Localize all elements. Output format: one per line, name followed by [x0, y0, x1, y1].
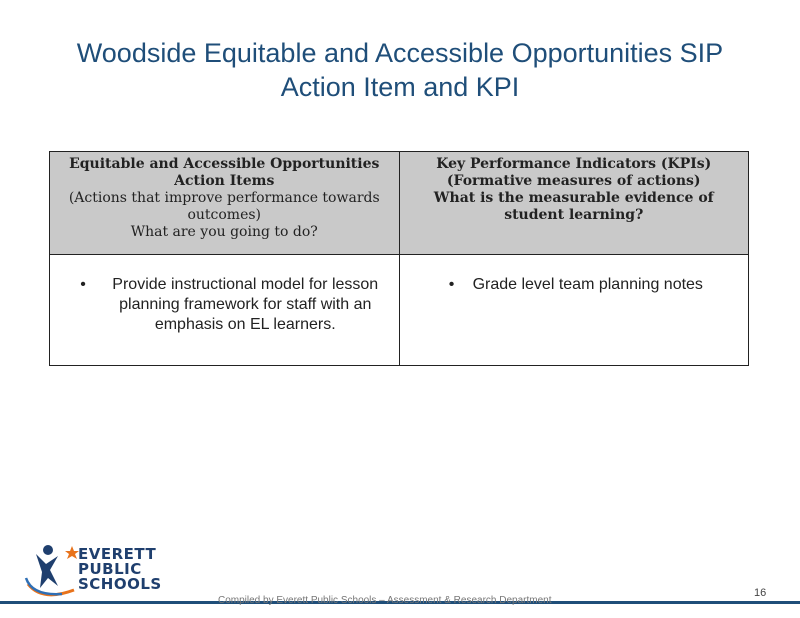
kpi-header-bold1: Key Performance Indicators (KPIs): [436, 156, 712, 172]
action-header-normal2: outcomes): [187, 207, 262, 223]
slide-title-line1: Woodside Equitable and Accessible Opportunities SIP: [76, 38, 724, 68]
action-item-cell: [50, 255, 400, 366]
footer-credit: Compiled by Everett Public Schools – Assessment & Research Department: [218, 595, 552, 606]
action-header-bold1: Equitable and Accessible Opportunities: [69, 156, 380, 172]
action-header-bold2: Action Items: [174, 173, 275, 189]
sip-table: [49, 151, 749, 366]
logo-wordmark: [78, 547, 162, 592]
slide-title-line2: Action Item and KPI: [280, 72, 520, 102]
kpi-header-bold2: (Formative measures of actions): [446, 173, 701, 189]
action-item-text: Provide instructional model for lesson planning framework for staff with an emphasis on EL learners.: [112, 276, 379, 333]
logo-line2: PUBLIC: [78, 560, 142, 578]
bullet-icon: •: [80, 276, 86, 293]
list-item: [412, 275, 737, 295]
bullet-icon: •: [448, 276, 455, 293]
kpi-cell: [399, 255, 749, 366]
kpi-header: [399, 152, 749, 255]
slide-title: [40, 36, 760, 104]
table-header-row: [50, 152, 749, 255]
logo-line3: SCHOOLS: [78, 575, 162, 593]
kpi-header-bold3: What is the measurable evidence of: [433, 190, 714, 206]
action-header-normal3: What are you going to do?: [130, 224, 318, 240]
table-row: [50, 255, 749, 366]
kpi-header-bold4: student learning?: [504, 207, 644, 223]
page-number: 16: [754, 587, 767, 599]
kpi-text: Grade level team planning notes: [472, 276, 703, 293]
list-item: [62, 275, 387, 335]
action-items-header: [50, 152, 400, 255]
action-header-normal1: (Actions that improve performance towards: [68, 190, 380, 206]
logo-line1: EVERETT: [78, 545, 157, 563]
